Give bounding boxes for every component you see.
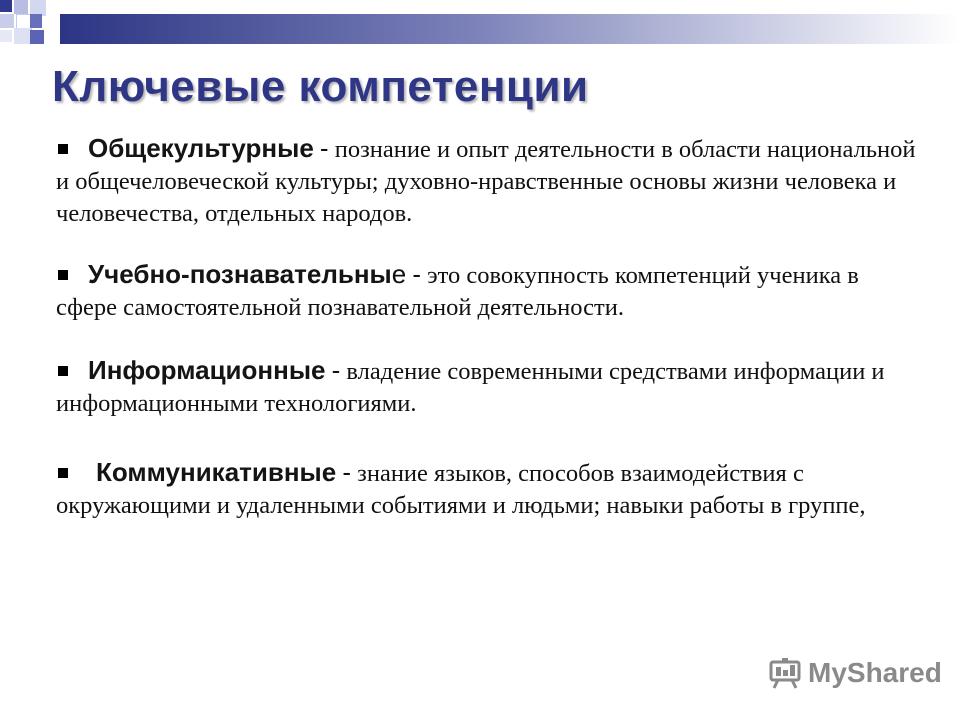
item-term: Общекультурные <box>88 133 314 163</box>
square-bullet-icon <box>58 144 68 154</box>
decor-square <box>0 14 14 28</box>
watermark <box>768 656 942 690</box>
header-gradient-bar <box>60 14 960 44</box>
decor-square <box>30 30 44 44</box>
list-item-general-cultural <box>56 132 916 230</box>
list-item-communicative <box>56 456 916 522</box>
square-bullet-icon <box>58 468 68 478</box>
item-text: владение современными средствами информации и информационными технологиями. <box>56 358 885 417</box>
item-text: это совокупность компетенций ученика в сфере самостоятельной познавательной деятельности. <box>56 262 859 321</box>
item-dash: - <box>331 355 341 385</box>
competence-list <box>56 132 916 522</box>
item-term: Коммуникативные <box>96 457 337 487</box>
item-dash: - <box>319 133 329 163</box>
decor-square <box>0 30 12 42</box>
item-text: познание и опыт деятельности в области национальной и общечеловеческой культуры; духовно-нравственные основы жизни человека и человечества, отдельных народов. <box>56 136 916 227</box>
item-dash: - <box>342 457 352 487</box>
list-item-informational <box>56 354 916 420</box>
presentation-board-icon <box>768 656 802 690</box>
square-bullet-icon <box>58 270 68 280</box>
decor-square <box>14 0 28 14</box>
decor-square <box>0 0 12 12</box>
item-dash: - <box>412 259 421 289</box>
item-term-tail: е <box>391 259 407 289</box>
watermark-text: MyShared <box>808 657 942 688</box>
decor-square <box>30 14 42 28</box>
square-bullet-icon <box>58 366 68 376</box>
item-term: Учебно-познавательны <box>88 259 392 289</box>
list-item-educational-cognitive <box>56 258 916 324</box>
item-term: Информационные <box>88 355 326 385</box>
slide-title: Ключевые компетенции <box>52 62 589 111</box>
item-text: знание языков, способов взаимодействия с окружающими и удаленными событиями и людьми; навыки работы в группе, <box>56 460 866 519</box>
decor-square <box>14 28 30 44</box>
